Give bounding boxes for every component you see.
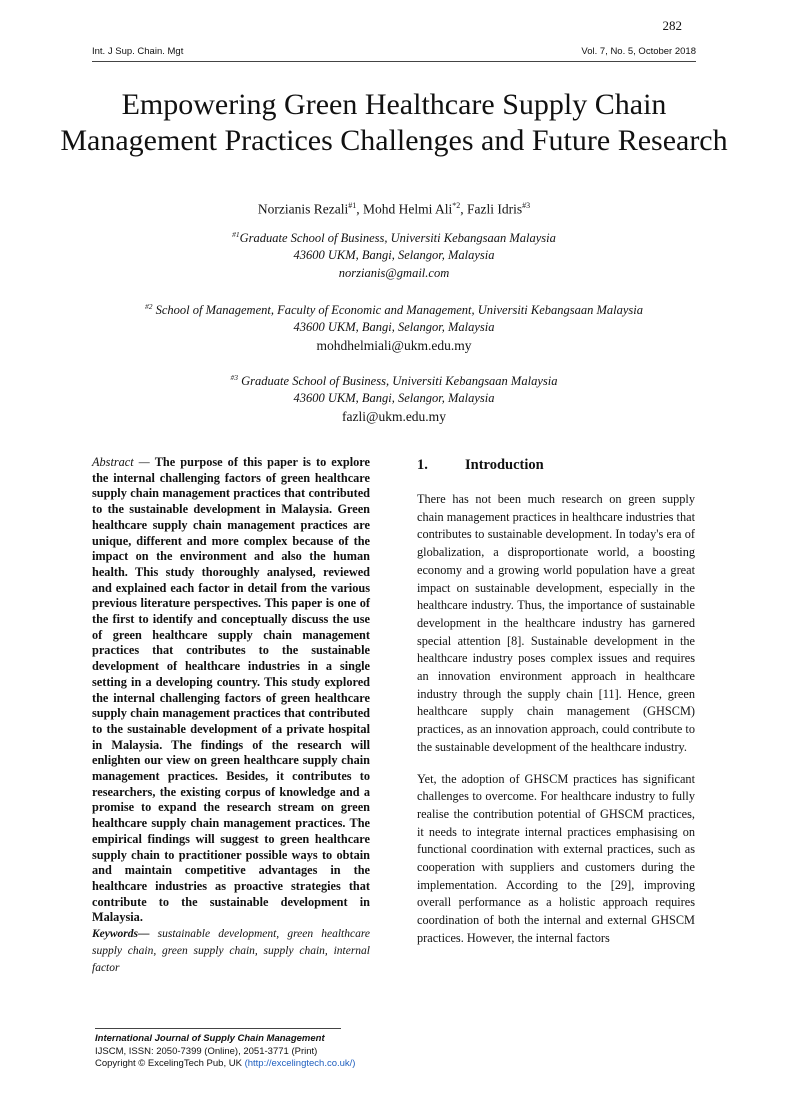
section-number: 1. (417, 457, 428, 473)
author-separator: , (356, 201, 363, 217)
abstract (92, 455, 370, 926)
introduction-column (417, 455, 695, 962)
affiliation-address: 43600 UKM, Bangi, Selangor, Malaysia (293, 247, 495, 262)
author-name: Fazli Idris (466, 201, 523, 217)
footer-rule (95, 1028, 341, 1029)
affiliation-3 (0, 370, 788, 426)
author-mark: #3 (522, 201, 531, 210)
affiliation-mark: #2 (144, 302, 153, 311)
abstract-label: Abstract (92, 455, 134, 469)
affiliation-mark: #3 (230, 373, 239, 382)
affiliation-address: 43600 UKM, Bangi, Selangor, Malaysia (293, 390, 495, 405)
body-paragraph: There has not been much research on green supply chain management practices in healthcare industries that contributes to sustainable development. In today's era of globalization, a disproportionate world, a boosting economy and a growing world population have a great impact on sustainable development, especially in the healthcare industry. Thus, the importance of sustainable development in the healthcare industry has garnered special attention [8]. Sustainable development in the healthcare industry poses complex issues and requires an innovation environment approach in healthcare industry through the supply chain [11]. Hence, green healthcare supply chain management (GHSCM) practices, as an innovation approach, could contribute to the sustainable development of the healthcare industry. (417, 492, 695, 754)
section-title: Introduction (465, 457, 544, 473)
abstract-dash: — (133, 455, 155, 469)
footer-journal: International Journal of Supply Chain Management (95, 1033, 325, 1044)
affiliation-email[interactable]: fazli@ukm.edu.my (342, 409, 446, 425)
running-head (92, 45, 696, 62)
keywords-label: Keywords— (92, 928, 150, 941)
author-list (0, 201, 788, 218)
keywords (92, 926, 370, 977)
footer-copyright-line (95, 1058, 495, 1071)
footer-issn: IJSCM, ISSN: 2050-7399 (Online), 2051-3771 (Print) (95, 1045, 318, 1057)
affiliation-mark: #1 (232, 230, 240, 239)
running-head-journal: Int. J Sup. Chain. Mgt (92, 46, 184, 57)
affiliation-institution: Graduate School of Business, Universiti Kebangsaan Malaysia (238, 374, 558, 389)
section-heading-introduction (417, 455, 695, 475)
affiliation-institution: Graduate School of Business, Universiti Kebangsaan Malaysia (239, 231, 556, 246)
affiliation-institution: School of Management, Faculty of Economic and Management, Universiti Kebangsaan Malaysia (152, 303, 644, 318)
footer-copyright: Copyright © ExcelingTech Pub, UK (95, 1058, 245, 1069)
author-name: Mohd Helmi Ali (362, 201, 453, 217)
publisher-link[interactable]: (http://excelingtech.co.uk/) (244, 1058, 356, 1069)
body-paragraph: Yet, the adoption of GHSCM practices has significant challenges to overcome. For healthcare industry to fully realise the contribution potential of GHSCM practices, it needs to integrate internal practices emphasising on functional coordination with external practices, such as cooperation with suppliers and customers during the implementation. According to the [29], improving overall performance as a holistic approach requires coordination of both the internal and external GHSCM practices. However, the internal factors (417, 771, 695, 945)
author-name: Norzianis Rezali (257, 201, 349, 217)
running-head-volume: Vol. 7, No. 5, October 2018 (581, 46, 696, 57)
affiliation-email[interactable]: norzianis@gmail.com (338, 266, 450, 281)
abstract-column (92, 455, 370, 977)
abstract-text: The purpose of this paper is to explore the internal challenging factors of green healthcare supply chain management practices that contributed to the sustainable development in Malaysia. Green healthcare supply chain management practices are unique, different and more complex because of the impact on the environment and also the human health. This study thoroughly analysed, reviewed and explained each factor in detail from the various previous literature perspectives. This paper is one of the first to identify and conceptually discuss the use of green healthcare supply chain management practices that contributes to the sustainable development of healthcare industries in a single setting in a developing country. This study explored the internal challenging factors of green healthcare supply chain management practices that contributed to the sustainable development of a private hospital in Malaysia. The findings of the research will enlighten our view on green healthcare supply chain management practices. Besides, it contributes to researchers, the existing corpus of knowledge and a promise to expand the research stream on green healthcare supply chain management practices. The empirical findings will suggest to green healthcare supply chain to practitioner possible ways to obtain and maintain competitive advantages in the healthcare industries as proactive strategies that contribute to the sustainable development in Malaysia. (92, 455, 370, 925)
author-mark: *2 (452, 201, 461, 210)
affiliation-1 (0, 227, 788, 282)
affiliation-2 (0, 299, 788, 355)
author-mark: #1 (348, 201, 357, 210)
author-separator: , (460, 201, 467, 217)
affiliation-email[interactable]: mohdhelmiali@ukm.edu.my (316, 338, 472, 354)
affiliation-address: 43600 UKM, Bangi, Selangor, Malaysia (293, 319, 495, 334)
page-footer (95, 1028, 495, 1071)
paper-title: Empowering Green Healthcare Supply Chain Management Practices Challenges and Future Research (60, 88, 728, 157)
keywords-text: sustainable development, green healthcare supply chain, green supply chain, supply chain, internal factor (92, 928, 370, 975)
page-number: 282 (662, 18, 682, 33)
